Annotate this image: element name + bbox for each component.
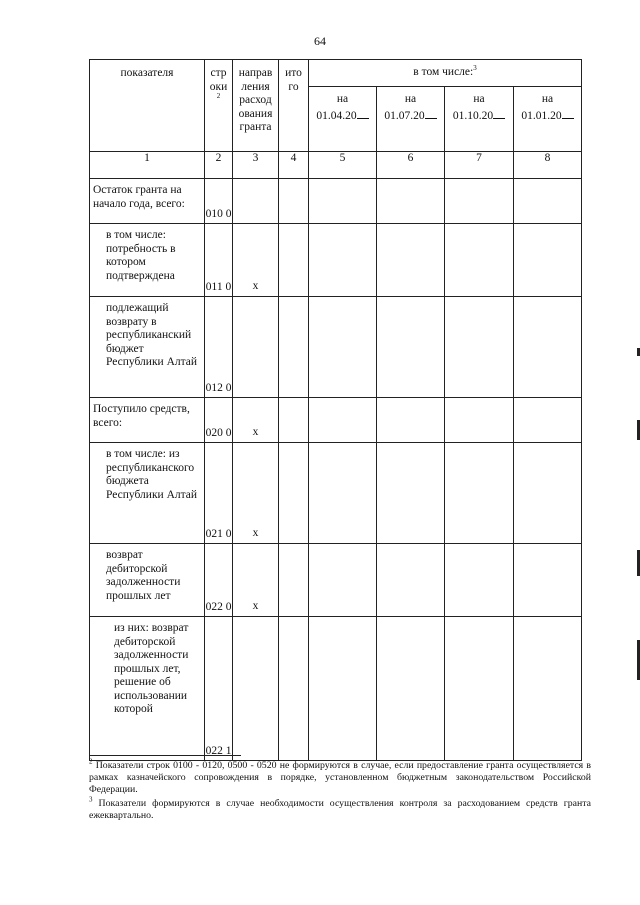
row-mark: x [233,544,279,617]
table-row [90,398,582,443]
column-number: 5 [309,152,377,179]
row-label: в том числе: потребность в котором подтверждена [90,224,205,297]
header-date-q2: на 01.07.20 [377,87,445,152]
row-label: Остаток гранта на начало года, всего: [90,179,205,224]
cell-q2 [377,544,445,617]
footnote-3: $^3$ Показатели формируются в случае необходимости осуществления контроля за расходованием средств гранта ежеквартально. [89,795,591,821]
row-label: подлежащий возврату в республиканский бюджет Республики Алтай [90,297,205,398]
cell-q3 [445,297,514,398]
cell-total [279,544,309,617]
header-date-q1: на 01.04.20 [309,87,377,152]
cell-q3 [445,179,514,224]
table-row [90,297,582,398]
column-number: 2 [205,152,233,179]
cell-q4 [514,297,582,398]
cell-q1 [309,179,377,224]
row-mark: x [233,443,279,544]
row-mark [233,617,279,761]
column-number: 4 [279,152,309,179]
cell-q4 [514,179,582,224]
cell-total [279,617,309,761]
cell-q2 [377,443,445,544]
column-number: 1 [90,152,205,179]
cell-q2 [377,179,445,224]
table-row [90,443,582,544]
cell-q3 [445,544,514,617]
column-number: 8 [514,152,582,179]
footnote-2: $^2$ Показатели строк 0100 - 0120, 0500 - 0520 не формируются в случае, если предоставление гранта осуществляется в рамках казначейского сопровождения в порядке, установленном бюджетным законодательством Российской Федерации. [89,757,592,795]
row-code: 011 0 [205,224,233,297]
row-label: в том числе: из республиканского бюджета Республики Алтай [90,443,205,544]
cell-q1 [309,224,377,297]
header-date-q4: на 01.01.20 [514,87,582,152]
column-numbers-row [90,152,582,179]
cell-total [279,443,309,544]
cell-q1 [309,443,377,544]
cell-total [279,297,309,398]
header-including: в том числе:$^3$ [309,60,582,87]
table-row [90,224,582,297]
row-code: 022 1 [205,617,233,761]
cell-q2 [377,224,445,297]
column-number: 3 [233,152,279,179]
row-code: 021 0 [205,443,233,544]
cell-q3 [445,398,514,443]
cell-q1 [309,398,377,443]
header-row-code: стр оки $^2$ [205,60,233,152]
header-date-q3: на 01.10.20 [445,87,514,152]
row-mark [233,297,279,398]
cell-q3 [445,443,514,544]
table-row [90,544,582,617]
cell-q1 [309,617,377,761]
cell-q3 [445,224,514,297]
column-number: 6 [377,152,445,179]
cell-total [279,398,309,443]
cell-q3 [445,617,514,761]
cell-q4 [514,443,582,544]
table-row [90,179,582,224]
grant-report-table [89,59,582,761]
header-indicator: показателя [90,60,205,152]
row-code: 010 0 [205,179,233,224]
row-label: Поступило средств, всего: [90,398,205,443]
cell-q1 [309,544,377,617]
header-direction: направ ления расход ования гранта [233,60,279,152]
footnote-divider [89,755,241,756]
header-total: ито го [279,60,309,152]
cell-q2 [377,297,445,398]
cell-total [279,179,309,224]
cell-q2 [377,617,445,761]
row-code: 020 0 [205,398,233,443]
cell-q4 [514,544,582,617]
cell-q1 [309,297,377,398]
row-code: 022 0 [205,544,233,617]
row-label: возврат дебиторской задолженности прошлых лет [90,544,205,617]
cell-q2 [377,398,445,443]
header-row [90,60,582,87]
row-mark: x [233,224,279,297]
cell-q4 [514,398,582,443]
table-row [90,617,582,761]
row-mark: x [233,398,279,443]
row-code: 012 0 [205,297,233,398]
page-number: 64 [314,34,326,48]
row-mark [233,179,279,224]
cell-q4 [514,224,582,297]
cell-q4 [514,617,582,761]
footnotes [89,755,591,824]
cell-total [279,224,309,297]
row-label: из них: возврат дебиторской задолженности прошлых лет, решение об использовании которой [90,617,205,761]
column-number: 7 [445,152,514,179]
